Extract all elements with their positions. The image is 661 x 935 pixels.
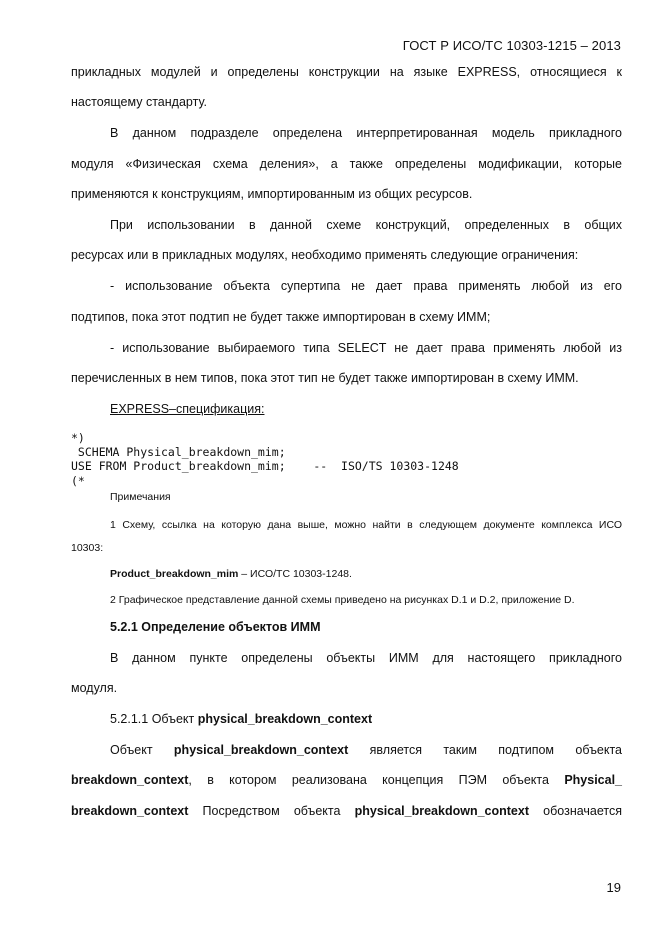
subsection-heading [110, 711, 622, 727]
text-span: Объект [110, 743, 174, 757]
note-reference [110, 567, 352, 581]
entity-name: breakdown_context [71, 804, 189, 818]
list-item-line: - использование объекта супертипа не дает права применять любой из его [110, 279, 622, 293]
paragraph-line: При использовании в данной схеме конструкций, определенных в общих [110, 218, 622, 232]
paragraph-line: ресурсах или в прикладных модулях, необходимо применять следующие ограничения: [71, 248, 579, 262]
list-item-line: перечисленных в нем типов, пока этот тип не будет также импортирован в схему ИММ. [71, 371, 579, 385]
paragraph-line: В данном подразделе определена интерпретированная модель прикладного [110, 126, 622, 140]
text-span: , в котором реализована концепция ПЭМ объекта [188, 773, 565, 787]
section-heading: 5.2.1 Определение объектов ИММ [110, 620, 321, 634]
list-item-line: подтипов, пока этот подтип не будет также импортирован в схему ИММ; [71, 310, 491, 324]
paragraph-line: настоящему стандарту. [71, 95, 207, 109]
text-span: обозначается [529, 804, 623, 818]
module-reference: – ИСО/ТС 10303-1248. [238, 568, 352, 580]
code-line: (* [71, 474, 85, 488]
note-line: 10303: [71, 542, 104, 554]
entity-name: physical_breakdown_context [354, 804, 529, 818]
text-span: Посредством объекта [188, 804, 355, 818]
note-line: 1 Схему, ссылка на которую дана выше, можно найти в следующем документе комплекса ИСО [110, 519, 622, 531]
paragraph-line: модуля. [71, 681, 118, 695]
paragraph-line [71, 772, 622, 788]
paragraph-line: модуля «Физическая схема деления», а также определены модификации, которые [71, 157, 622, 171]
express-heading-line [110, 401, 622, 417]
entity-name: Physical_ [564, 773, 622, 787]
text-span: является таким подтипом объекта [348, 743, 622, 757]
note-line: 2 Графическое представление данной схемы приведено на рисунках D.1 и D.2, приложение D. [110, 594, 575, 606]
page-number: 19 [606, 880, 621, 895]
notes-title: Примечания [110, 491, 171, 503]
express-spec-heading: EXPRESS–спецификация: [110, 402, 265, 416]
entity-name: breakdown_context [71, 773, 189, 787]
document-id-header: ГОСТ Р ИСО/ТС 10303-1215 – 2013 [402, 38, 621, 53]
entity-name: physical_breakdown_context [197, 712, 373, 726]
entity-name: physical_breakdown_context [173, 743, 349, 757]
code-line: *) [71, 431, 85, 445]
subsection-prefix: 5.2.1.1 Объект [110, 712, 198, 726]
code-line: SCHEMA Physical_breakdown_mim; [71, 445, 286, 459]
paragraph-line: В данном пункте определены объекты ИММ для настоящего прикладного [110, 651, 622, 665]
list-item-line: - использование выбираемого типа SELECT не дает права применять любой из [110, 341, 622, 355]
paragraph-line [110, 742, 622, 758]
module-name: Product_breakdown_mim [110, 568, 239, 580]
paragraph-line: прикладных модулей и определены конструкции на языке EXPRESS, относящиеся к [71, 65, 622, 79]
paragraph-line [71, 803, 622, 819]
code-line: USE FROM Product_breakdown_mim; -- ISO/TS 10303-1248 [71, 459, 459, 473]
paragraph-line: применяются к конструкциям, импортированным из общих ресурсов. [71, 187, 473, 201]
